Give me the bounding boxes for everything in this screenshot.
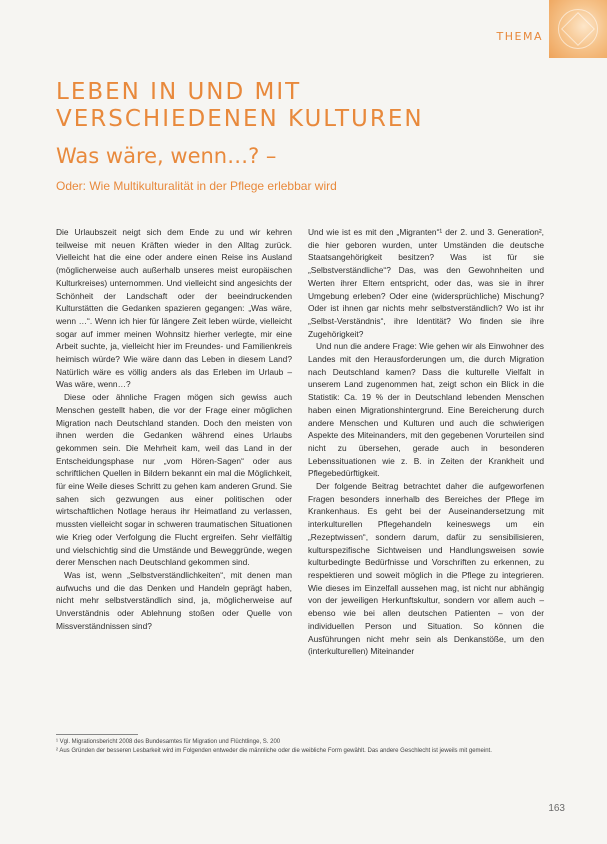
paragraph: Diese oder ähnliche Fragen mögen sich gewiss auch Menschen gestellt haben, die vor der Frage einer möglichen Migration nach Deutschland standen. Doch den meisten von ihnen werden die Gedanken während eines Urlaubs gekommen sein. Die Mehrheit kam, weil das Land in der Entscheidungsphase nur „vom Hören-Sagen“ oder aus schriftlichen Quellen in Bildern bekannt ein mal die Möglichkeit, für eine Weile dieses Schritt zu gehen kam anderen Grund. Sie sahen sich gezwungen aus einer politischen oder wirtschaftlichen Notlage heraus ihr Heimatland zu verlassen, mussten vielleicht sogar in schweren traumatischen Situationen wie Krieg oder Verfolgung die Flucht ergreifen. Sehr vielfältig und vielschichtig sind die Umstände und Beweggründe, wegen derer Menschen nach Deutschland gekommen sind. [56,392,292,568]
text-column-left [56,226,292,633]
footnotes [56,738,552,756]
paragraph: Was ist, wenn „Selbstverständlichkeiten“, mit denen man aufwuchs und die das Denken und Handeln geprägt haben, nicht mehr selbstverständlich sind, ja, möglicherweise auf Unverständnis oder Ablehnung stoßen oder Quelle von Missverständnissen sind? [56,569,292,631]
article-title-line-2: VERSCHIEDENEN KULTUREN [56,106,424,132]
paragraph: Die Urlaubszeit neigt sich dem Ende zu und wir kehren teilweise mit neuen Kräften wieder in den Alltag zurück. Vielleicht hat die eine oder andere einen Reise ins Ausland (möglicherweise auch außerhalb unseres meist europäischen Kulturkreises) unternommen. Und vielleicht sind angesichts der Schönheit der Landschaft oder der beeindruckenden Kulturstätten die Gedanken spazieren gegangen: „Was wäre, wenn …“. Wenn ich hier für längere Zeit leben würde, vielleicht sogar auf immer meinen Wohnsitz hierher verlegte, mir eine Arbeit suchte, ja, vielleicht hier im Freundes- und Familienkreis heimisch würde? Wie wäre dann das Leben in diesem Land? Natürlich wäre es völlig anders als das Erleben im Urlaub – Was wäre, wenn…? [56,227,292,390]
paragraph: Und wie ist es mit den „Migranten“¹ der 2. und 3. Generation², die hier geboren wurden, unter Umständen die deutsche Staatsangehörigkeit besitzen? Was ist für sie „Selbstverständliche“? Das, was den Gewohnheiten und Werten ihrer Eltern entspricht, oder das, was sie in ihrer Umgebung erleben? Oder eine (widersprüchliche) Mischung? Oder ist ihnen gar nichts mehr selbstverständlich? Wo ist ihr „Selbst-Verständnis“, ihre Identität? Wo finden sie ihre Zugehörigkeit? [308,227,544,339]
page-number: 163 [548,803,565,814]
article-title [56,79,556,133]
section-label: THEMA [496,30,543,43]
text-column-right [308,226,544,658]
article-teaser: Oder: Wie Multikulturalität in der Pflege erlebbar wird [56,179,337,193]
paragraph: Und nun die andere Frage: Wie gehen wir als Einwohner des Landes mit den Herausforderungen um, die durch Migration nach Deutschland kamen? Dass die kulturelle Vielfalt in unserem Land zugenommen hat, zeigt schon ein Blick in die Statistik: Ca. 19 % der in Deutschland lebenden Menschen haben einen Migrationshintergrund. Eine Bereicherung durch andere Menschen und Kulturen und auch die schwierigen Aspekte des Miteinanders, mit den gegebenen Vorurteilen sind nicht zu übersehen, gerade auch in besonderen Lebenssituationen wie z. B. in Zeiten der Krankheit und Pflegebedürftigkeit. [308,341,544,479]
footnote-divider [56,734,138,735]
paragraph: Der folgende Beitrag betrachtet daher die aufgeworfenen Fragen besonders innerhalb des Bereiches der Pflege im Krankenhaus. Es geht bei der Auseinandersetzung mit interkulturellen Pflegehandeln keineswegs um ein „Rezeptwissen“, sondern darum, dafür zu sensibilisieren, kulturspezifische Sichtweisen und Handlungsweisen sowie kulturbedingte Bedürfnisse und Vorschriften zu erkennen, zu respektieren und soweit möglich in die Pflege zu integrieren. Wie dieses im Einzelfall aussehen mag, ist nicht nur abhängig von der jeweiligen Herkunftskultur, sondern vor allem auch – ebenso wie bei allen deutschen Patienten – von der individuellen Person und Situation. So können die Ausführungen nicht mehr sein als Denkanstöße, um den (interkulturellen) Miteinander [308,481,544,657]
footnote: ¹ Vgl. Migrationsbericht 2008 des Bundesamtes für Migration und Flüchtlinge, S. 200 [56,739,281,745]
article-subtitle: Was wäre, wenn…? – [56,144,277,168]
decorative-ornament-icon [549,0,607,58]
article-title-line-1: LEBEN IN UND MIT [56,79,302,105]
footnote: ² Aus Gründen der besseren Lesbarkeit wird im Folgenden entweder die männliche oder die weibliche Form gewählt. Das andere Geschlecht ist jeweils mit gemeint. [56,748,492,754]
